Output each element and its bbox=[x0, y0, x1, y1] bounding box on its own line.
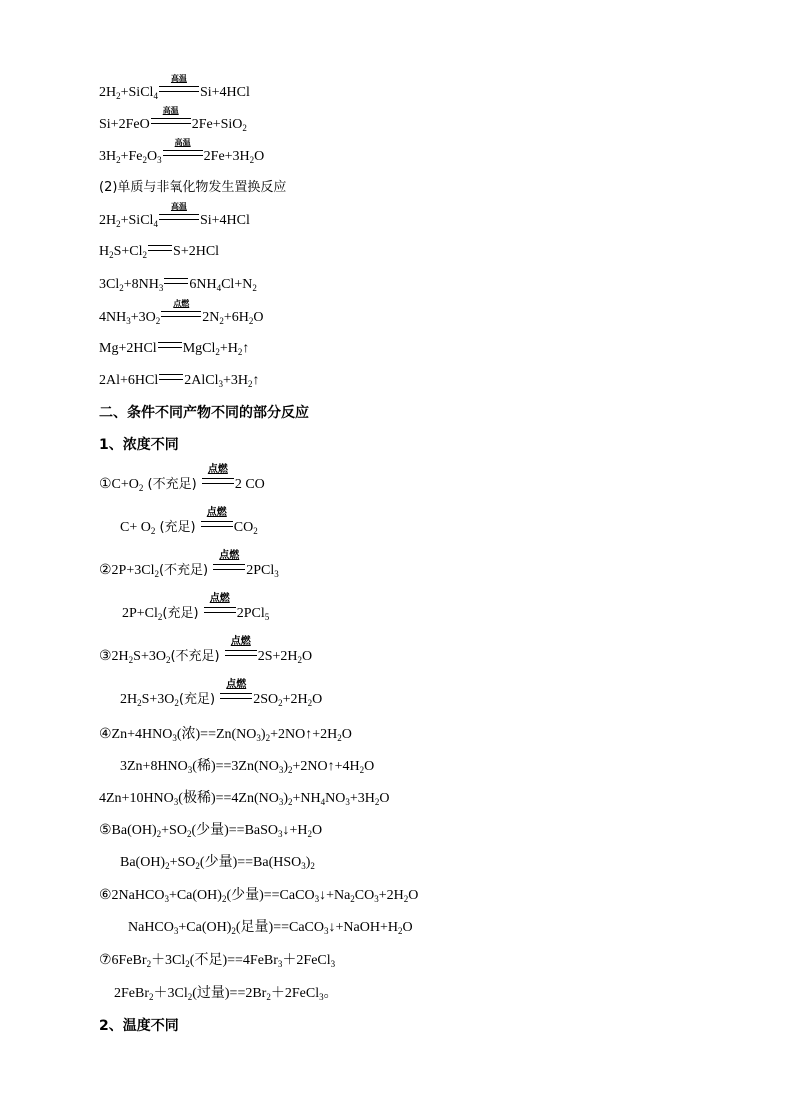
subscript: 2 bbox=[146, 959, 152, 969]
formula-text: 3Zn+8HNO bbox=[120, 759, 188, 774]
condition-label: 点燃 bbox=[206, 507, 227, 518]
formula-text: +SO bbox=[169, 855, 196, 870]
subscript: 2 bbox=[253, 526, 258, 536]
formula-text: O bbox=[254, 149, 265, 164]
formula-text: ④Zn+4HNO bbox=[99, 727, 173, 742]
subsection-text: (2)单质与非氧化物发生置换反应 bbox=[99, 180, 287, 195]
equation-line bbox=[99, 790, 390, 808]
condition-arrow bbox=[204, 593, 236, 623]
equation-line bbox=[114, 985, 338, 1003]
subscript: 3 bbox=[278, 797, 284, 807]
equation-line bbox=[99, 550, 279, 580]
condition-label: 点燃 bbox=[209, 593, 230, 604]
condition-note: (充足) bbox=[155, 520, 200, 535]
condition-label: 点燃 bbox=[230, 636, 251, 647]
subscript: 2 bbox=[403, 894, 409, 904]
formula-text: +H bbox=[219, 341, 238, 356]
formula-text: +2H bbox=[282, 692, 308, 707]
equals-sign bbox=[148, 245, 172, 251]
equation-line bbox=[99, 464, 265, 494]
formula-text: Ba(OH) bbox=[120, 855, 166, 870]
subscript: 2 bbox=[297, 655, 303, 665]
subscript: 2 bbox=[142, 250, 148, 260]
subscript: 4 bbox=[153, 91, 158, 101]
formula-text: ⑤Ba(OH) bbox=[99, 823, 157, 838]
subscript: 2 bbox=[154, 569, 159, 579]
formula-text: +2NO↑+2H bbox=[270, 727, 338, 742]
subscript: 2 bbox=[155, 316, 161, 326]
subscript: 2 bbox=[195, 861, 200, 871]
subscript: 2 bbox=[288, 765, 293, 775]
subscript: 3 bbox=[158, 283, 164, 293]
condition-label: 点燃 bbox=[173, 299, 190, 308]
subscript: 2 bbox=[288, 797, 293, 807]
subscript: 3 bbox=[256, 733, 261, 743]
subscript: 2 bbox=[359, 765, 365, 775]
condition-arrow bbox=[159, 74, 199, 102]
subscript: 2 bbox=[237, 347, 243, 357]
formula-text: S+3O bbox=[133, 649, 166, 664]
formula-text: ①C+O bbox=[99, 477, 139, 492]
condition-arrow bbox=[220, 679, 252, 709]
formula-text: 2PCl bbox=[236, 606, 265, 621]
subscript: 2 bbox=[142, 155, 148, 165]
section-heading: 二、条件不同产物不同的部分反应 bbox=[99, 405, 309, 421]
formula-text: 2P+Cl bbox=[122, 606, 158, 621]
equation-line bbox=[99, 372, 259, 390]
subscript: 3 bbox=[324, 926, 329, 936]
subscript: 3 bbox=[345, 797, 350, 807]
formula-text: (少量)==CaCO bbox=[226, 888, 315, 903]
subscript: 2 bbox=[231, 926, 236, 936]
formula-text: 2SO bbox=[253, 692, 279, 707]
subscript: 3 bbox=[301, 861, 306, 871]
formula-text: +Ca(OH) bbox=[178, 920, 232, 935]
formula-text: 。 bbox=[323, 986, 338, 1001]
formula-text: ↑ bbox=[242, 341, 250, 356]
subscript: 3 bbox=[157, 155, 162, 165]
subscript: 2 bbox=[138, 483, 144, 493]
subscript: 3 bbox=[278, 829, 283, 839]
formula-text: 2AlCl bbox=[184, 373, 219, 388]
formula-text: Si+4HCl bbox=[199, 85, 250, 100]
formula-text: +3H bbox=[349, 791, 375, 806]
subscript: 2 bbox=[186, 829, 192, 839]
formula-text: +SiCl bbox=[120, 213, 154, 228]
formula-text: O bbox=[341, 727, 352, 742]
formula-text: 2FeBr bbox=[114, 986, 149, 1001]
formula-text: MgCl bbox=[182, 341, 216, 356]
formula-text: (少量)==BaSO bbox=[191, 823, 279, 838]
subscript: 3 bbox=[314, 894, 320, 904]
formula-text: ⑦6FeBr bbox=[99, 953, 147, 968]
formula-text: (足量)==CaCO bbox=[235, 920, 325, 935]
formula-text: Si+2FeO bbox=[99, 117, 150, 132]
subscript: 3 bbox=[164, 894, 169, 904]
formula-text: ↑ bbox=[252, 373, 260, 388]
equals-sign bbox=[164, 278, 188, 284]
equation-line bbox=[128, 919, 413, 937]
subscript: 2 bbox=[116, 219, 121, 229]
equation-line bbox=[99, 243, 219, 261]
condition-note: (不充足) bbox=[158, 563, 213, 578]
subscript: 3 bbox=[278, 765, 284, 775]
condition-arrow bbox=[213, 550, 245, 580]
formula-text: CO bbox=[354, 888, 375, 903]
subscript: 3 bbox=[172, 733, 177, 743]
formula-text: S+2HCl bbox=[173, 244, 220, 259]
subscript: 2 bbox=[156, 829, 162, 839]
equation-line bbox=[99, 952, 335, 970]
subscript: 2 bbox=[307, 698, 313, 708]
formula-text: ＋2FeCl bbox=[282, 953, 331, 968]
formula-text: (极稀)==4Zn(NO bbox=[178, 791, 279, 806]
equation-line bbox=[99, 74, 250, 102]
formula-text: +NH bbox=[292, 791, 321, 806]
formula-text: Mg+2HCl bbox=[99, 341, 157, 356]
formula-text: ⑥2NaHCO bbox=[99, 888, 165, 903]
formula-text: +8NH bbox=[123, 277, 159, 292]
formula-text: ↓+Na bbox=[319, 888, 351, 903]
formula-text: 2H bbox=[120, 692, 138, 707]
subscript: 3 bbox=[330, 959, 336, 969]
condition-arrow bbox=[159, 202, 199, 230]
subscript: 2 bbox=[249, 155, 255, 165]
formula-text: O bbox=[364, 759, 375, 774]
formula-text: 3Cl bbox=[99, 277, 120, 292]
subsection-heading: 1、浓度不同 bbox=[99, 437, 179, 453]
equation-line bbox=[99, 340, 249, 358]
subscript: 4 bbox=[153, 219, 158, 229]
formula-text: ) bbox=[283, 759, 289, 774]
formula-text: (过量)==2Br bbox=[192, 986, 267, 1001]
formula-text: 2S+2H bbox=[257, 649, 298, 664]
subscript: 2 bbox=[266, 992, 271, 1002]
formula-text: 3H bbox=[99, 149, 117, 164]
formula-text: H bbox=[99, 244, 110, 259]
condition-label: 点燃 bbox=[226, 679, 247, 690]
subscript: 2 bbox=[221, 894, 227, 904]
formula-text: S+Cl bbox=[113, 244, 143, 259]
formula-text: +6H bbox=[223, 310, 249, 325]
subscript: 2 bbox=[337, 733, 342, 743]
subscript: 3 bbox=[218, 379, 223, 389]
condition-arrow bbox=[202, 464, 234, 494]
formula-text: (浓)==Zn(NO bbox=[176, 727, 257, 742]
subscript: 2 bbox=[149, 992, 154, 1002]
condition-note: (充足) bbox=[162, 606, 203, 621]
formula-text: (稀)==3Zn(NO bbox=[192, 759, 279, 774]
formula-text: +3O bbox=[130, 310, 156, 325]
subscript: 2 bbox=[137, 698, 142, 708]
subscript: 2 bbox=[307, 829, 313, 839]
subscript: 5 bbox=[264, 612, 270, 622]
formula-text: (少量)==Ba(HSO bbox=[199, 855, 302, 870]
formula-text: ＋3Cl bbox=[153, 986, 188, 1001]
condition-label: 高温 bbox=[170, 202, 187, 211]
equation-line bbox=[120, 758, 374, 776]
condition-arrow bbox=[161, 299, 201, 327]
formula-text: NaHCO bbox=[128, 920, 174, 935]
condition-arrow bbox=[151, 106, 191, 134]
subscript: 3 bbox=[126, 316, 131, 326]
formula-text: O bbox=[408, 888, 419, 903]
formula-text: +3H bbox=[222, 373, 248, 388]
formula-text: ) bbox=[305, 855, 311, 870]
subscript: 3 bbox=[187, 765, 193, 775]
formula-text: Cl+N bbox=[221, 277, 253, 292]
subscript: 2 bbox=[119, 283, 124, 293]
subscript: 2 bbox=[185, 959, 190, 969]
equals-sign bbox=[158, 342, 182, 348]
subscript: 4 bbox=[320, 797, 326, 807]
formula-text: ＋2FeCl bbox=[270, 986, 320, 1001]
subscript: 2 bbox=[278, 698, 283, 708]
formula-text: ↓+NaOH+H bbox=[328, 920, 398, 935]
formula-text: O bbox=[402, 920, 413, 935]
formula-text: +SiCl bbox=[120, 85, 154, 100]
equation-line bbox=[99, 138, 265, 166]
equation-line bbox=[99, 202, 250, 230]
subscript: 2 bbox=[219, 316, 224, 326]
subsection-heading: 2、温度不同 bbox=[99, 1018, 179, 1034]
equation-line bbox=[99, 276, 257, 294]
subscript: 4 bbox=[216, 283, 222, 293]
subscript: 2 bbox=[310, 861, 315, 871]
formula-text: NO bbox=[325, 791, 346, 806]
formula-text: +SO bbox=[161, 823, 187, 838]
formula-text: 2PCl bbox=[246, 563, 275, 578]
subscript: 2 bbox=[187, 992, 193, 1002]
subscript: 3 bbox=[274, 569, 279, 579]
formula-text: +2NO↑+4H bbox=[292, 759, 360, 774]
condition-note: (不充足) bbox=[143, 477, 201, 492]
formula-text: ②2P+3Cl bbox=[99, 563, 155, 578]
formula-text: 6NH bbox=[189, 277, 217, 292]
formula-text: ) bbox=[260, 727, 266, 742]
equation-line bbox=[99, 822, 322, 840]
formula-text: CO bbox=[233, 520, 254, 535]
condition-label: 高温 bbox=[174, 138, 191, 147]
formula-text: 2Fe+SiO bbox=[191, 117, 243, 132]
subscript: 2 bbox=[150, 526, 156, 536]
equation-line bbox=[120, 679, 323, 709]
subscript: 2 bbox=[247, 379, 253, 389]
formula-text: O bbox=[379, 791, 390, 806]
condition-label: 高温 bbox=[170, 74, 187, 83]
subscript: 3 bbox=[173, 926, 179, 936]
equation-line bbox=[99, 106, 247, 134]
equation-line bbox=[99, 726, 352, 744]
subscript: 2 bbox=[165, 861, 170, 871]
subscript: 2 bbox=[215, 347, 220, 357]
formula-text: O bbox=[312, 823, 323, 838]
formula-text: (不足)==4FeBr bbox=[189, 953, 278, 968]
formula-text: 2Fe+3H bbox=[203, 149, 250, 164]
equation-line bbox=[122, 593, 270, 623]
condition-label: 高温 bbox=[162, 106, 179, 115]
subscript: 2 bbox=[350, 894, 355, 904]
subscript: 2 bbox=[128, 655, 134, 665]
subscript: 3 bbox=[277, 959, 283, 969]
subscript: 2 bbox=[174, 698, 179, 708]
formula-text: 2N bbox=[202, 310, 220, 325]
subscript: 2 bbox=[252, 283, 257, 293]
subscript: 3 bbox=[374, 894, 379, 904]
subscript: 3 bbox=[319, 992, 324, 1002]
condition-label: 点燃 bbox=[207, 464, 228, 475]
formula-text: S+3O bbox=[141, 692, 175, 707]
subscript: 2 bbox=[248, 316, 254, 326]
equation-line bbox=[99, 636, 313, 666]
equation-line bbox=[99, 887, 418, 905]
formula-text: 2Al+6HCl bbox=[99, 373, 159, 388]
formula-text: +Ca(OH) bbox=[168, 888, 222, 903]
condition-arrow bbox=[201, 507, 233, 537]
condition-label: 点燃 bbox=[219, 550, 240, 561]
subscript: 2 bbox=[116, 155, 121, 165]
subscript: 2 bbox=[265, 733, 271, 743]
subscript: 2 bbox=[374, 797, 380, 807]
subscript: 2 bbox=[116, 91, 121, 101]
condition-arrow bbox=[225, 636, 257, 666]
subscript: 2 bbox=[165, 655, 171, 665]
subscript: 2 bbox=[397, 926, 403, 936]
condition-arrow bbox=[163, 138, 203, 166]
formula-text: C+ O bbox=[120, 520, 151, 535]
formula-text: +Fe bbox=[120, 149, 143, 164]
subscript: 2 bbox=[242, 123, 247, 133]
equals-sign bbox=[159, 374, 183, 380]
equation-line bbox=[120, 507, 258, 537]
subscript: 2 bbox=[109, 250, 114, 260]
formula-text: O bbox=[302, 649, 313, 664]
formula-text: O bbox=[253, 310, 264, 325]
formula-text: +2H bbox=[378, 888, 404, 903]
formula-text: 2H bbox=[99, 213, 117, 228]
formula-text: ) bbox=[283, 791, 289, 806]
formula-text: ＋3Cl bbox=[151, 953, 186, 968]
formula-text: 2H bbox=[99, 85, 117, 100]
condition-note: (不充足) bbox=[170, 649, 224, 664]
equation-line bbox=[120, 854, 315, 872]
subscript: 3 bbox=[173, 797, 179, 807]
formula-text: ↓+H bbox=[282, 823, 308, 838]
condition-note: (充足) bbox=[178, 692, 220, 707]
subscript: 2 bbox=[157, 612, 163, 622]
formula-text: ③2H bbox=[99, 649, 129, 664]
formula-text: O bbox=[147, 149, 158, 164]
equation-line bbox=[99, 299, 264, 327]
formula-text: O bbox=[312, 692, 323, 707]
formula-text: 2 CO bbox=[234, 477, 265, 492]
formula-text: 4NH bbox=[99, 310, 127, 325]
formula-text: Si+4HCl bbox=[199, 213, 250, 228]
formula-text: 4Zn+10HNO bbox=[99, 791, 174, 806]
